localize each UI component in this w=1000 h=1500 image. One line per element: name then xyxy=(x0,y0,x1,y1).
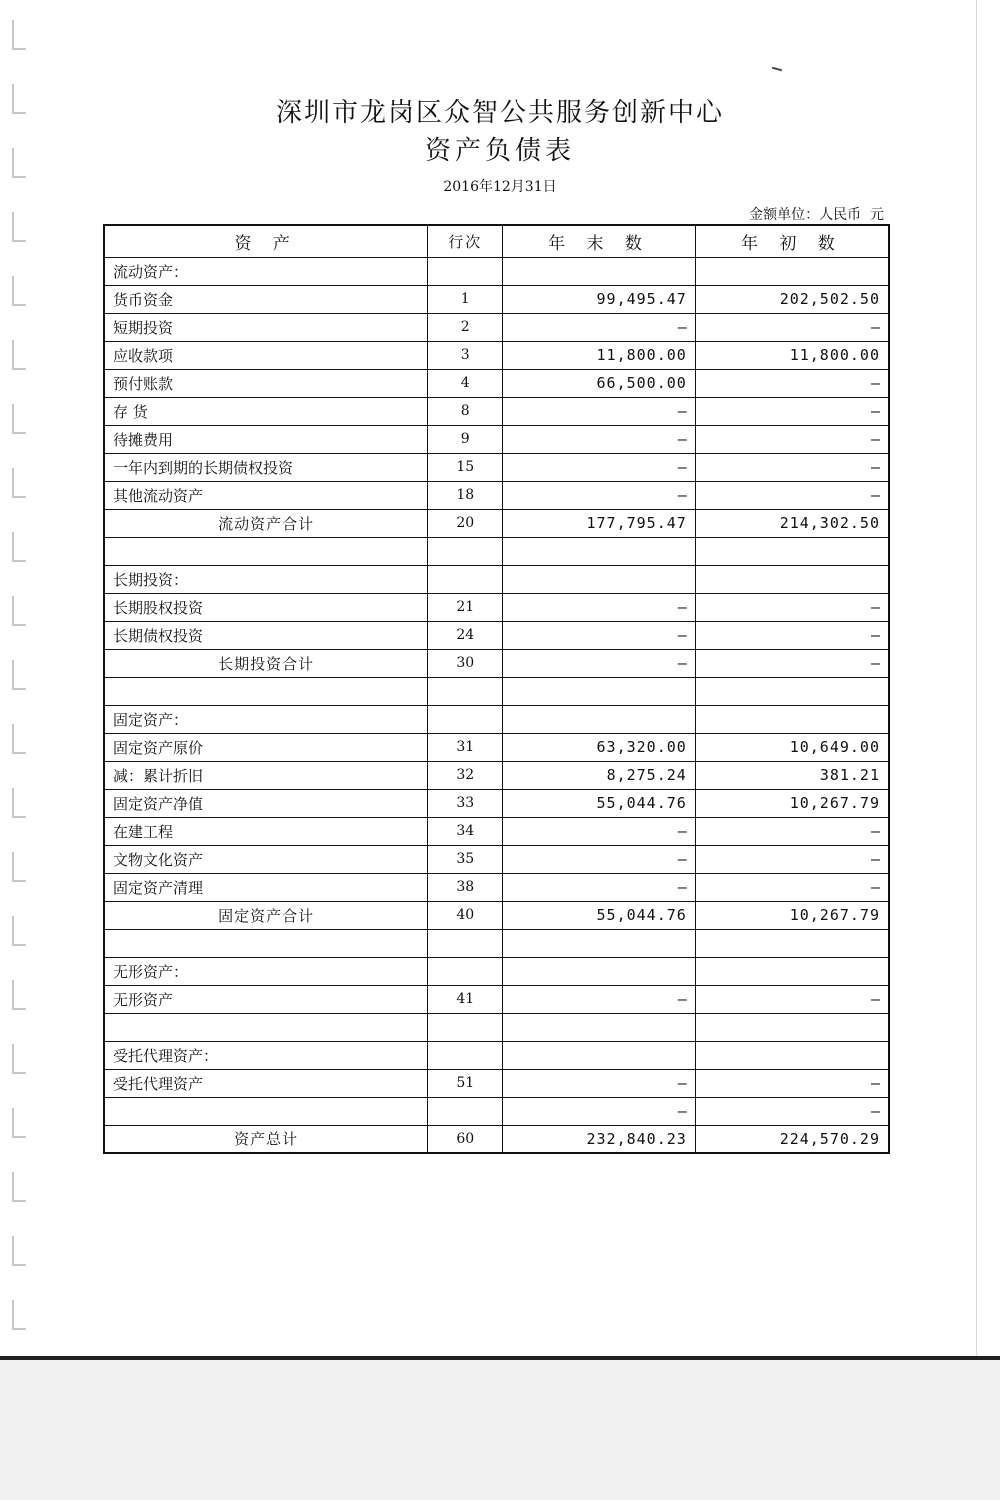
table-body xyxy=(104,257,889,1153)
row-year-begin-value: 381.21 xyxy=(695,761,889,789)
binder-mark xyxy=(12,20,26,50)
row-year-begin-value: 202,502.50 xyxy=(695,285,889,313)
row-label xyxy=(104,537,428,565)
row-line-no: 2 xyxy=(428,313,503,341)
table-row xyxy=(104,761,889,789)
currency-unit: 金额单位：人民币 元 xyxy=(749,207,884,223)
row-year-begin-value: – xyxy=(695,1097,889,1125)
scan-bottom-border xyxy=(0,1356,1000,1360)
row-year-begin-value: – xyxy=(695,817,889,845)
row-year-end-value: – xyxy=(503,453,696,481)
row-year-begin-value: – xyxy=(695,621,889,649)
row-year-begin-value: 10,267.79 xyxy=(695,901,889,929)
row-year-begin-value xyxy=(695,957,889,985)
binder-mark xyxy=(12,788,26,818)
binder-mark xyxy=(12,1300,26,1330)
row-line-no: 1 xyxy=(428,285,503,313)
row-label: 固定资产： xyxy=(104,705,428,733)
row-label: 预付账款 xyxy=(104,369,428,397)
row-year-end-value: 55,044.76 xyxy=(503,901,696,929)
row-year-end-value xyxy=(503,929,696,957)
row-label: 固定资产清理 xyxy=(104,873,428,901)
row-year-end-value: 66,500.00 xyxy=(503,369,696,397)
table-row xyxy=(104,397,889,425)
row-label xyxy=(104,1097,428,1125)
row-year-end-value: – xyxy=(503,1097,696,1125)
row-year-begin-value: – xyxy=(695,985,889,1013)
table-row xyxy=(104,817,889,845)
row-line-no: 60 xyxy=(428,1125,503,1153)
row-label: 其他流动资产 xyxy=(104,481,428,509)
row-year-begin-value xyxy=(695,929,889,957)
row-year-end-value: 63,320.00 xyxy=(503,733,696,761)
row-year-end-value xyxy=(503,1041,696,1069)
row-label: 减：累计折旧 xyxy=(104,761,428,789)
row-year-end-value: 99,495.47 xyxy=(503,285,696,313)
row-year-end-value: 8,275.24 xyxy=(503,761,696,789)
row-year-end-value: – xyxy=(503,817,696,845)
row-label: 货币资金 xyxy=(104,285,428,313)
row-year-end-value: 11,800.00 xyxy=(503,341,696,369)
row-label xyxy=(104,1013,428,1041)
row-year-end-value xyxy=(503,565,696,593)
row-label xyxy=(104,677,428,705)
row-line-no xyxy=(428,677,503,705)
table-row xyxy=(104,985,889,1013)
row-line-no: 41 xyxy=(428,985,503,1013)
row-label: 固定资产原价 xyxy=(104,733,428,761)
table-row xyxy=(104,1097,889,1125)
table-row xyxy=(104,285,889,313)
row-year-begin-value: – xyxy=(695,425,889,453)
row-line-no xyxy=(428,957,503,985)
row-year-end-value: – xyxy=(503,593,696,621)
scan-speck xyxy=(772,67,782,72)
statement-date: 2016年12月31日 xyxy=(443,179,557,195)
row-line-no: 40 xyxy=(428,901,503,929)
binder-mark xyxy=(12,532,26,562)
row-year-end-value xyxy=(503,705,696,733)
binder-mark xyxy=(12,1236,26,1266)
binder-mark xyxy=(12,212,26,242)
table-row xyxy=(104,733,889,761)
row-line-no: 4 xyxy=(428,369,503,397)
row-line-no: 24 xyxy=(428,621,503,649)
binder-mark xyxy=(12,1172,26,1202)
row-year-end-value: 232,840.23 xyxy=(503,1125,696,1153)
row-year-end-value xyxy=(503,957,696,985)
row-year-begin-value: 224,570.29 xyxy=(695,1125,889,1153)
row-line-no: 30 xyxy=(428,649,503,677)
row-year-end-value: – xyxy=(503,985,696,1013)
row-year-begin-value xyxy=(695,1013,889,1041)
row-line-no: 3 xyxy=(428,341,503,369)
row-year-begin-value xyxy=(695,257,889,285)
table-row xyxy=(104,621,889,649)
row-line-no: 15 xyxy=(428,453,503,481)
table-row xyxy=(104,257,889,285)
balance-sheet-table xyxy=(103,224,890,1154)
table-row xyxy=(104,873,889,901)
header-asset: 资 产 xyxy=(104,225,428,257)
row-line-no xyxy=(428,1041,503,1069)
statement-title: 资产负债表 xyxy=(424,136,575,166)
binder-mark xyxy=(12,404,26,434)
binder-mark xyxy=(12,1044,26,1074)
row-line-no: 20 xyxy=(428,509,503,537)
table-row xyxy=(104,929,889,957)
row-label: 文物文化资产 xyxy=(104,845,428,873)
row-year-begin-value: – xyxy=(695,873,889,901)
binder-mark xyxy=(12,852,26,882)
table-row xyxy=(104,649,889,677)
row-line-no xyxy=(428,257,503,285)
row-label: 固定资产净值 xyxy=(104,789,428,817)
table-header-row xyxy=(104,225,889,257)
row-label: 短期投资 xyxy=(104,313,428,341)
binder-mark xyxy=(12,596,26,626)
row-year-end-value xyxy=(503,677,696,705)
table-row xyxy=(104,845,889,873)
table-row xyxy=(104,565,889,593)
row-line-no: 35 xyxy=(428,845,503,873)
table-row xyxy=(104,957,889,985)
row-year-begin-value: – xyxy=(695,397,889,425)
row-line-no: 8 xyxy=(428,397,503,425)
row-year-begin-value: 10,649.00 xyxy=(695,733,889,761)
row-line-no xyxy=(428,565,503,593)
table-row xyxy=(104,369,889,397)
row-line-no: 21 xyxy=(428,593,503,621)
binder-mark xyxy=(12,980,26,1010)
row-year-begin-value: – xyxy=(695,1069,889,1097)
row-year-end-value: 177,795.47 xyxy=(503,509,696,537)
row-line-no xyxy=(428,705,503,733)
row-year-begin-value xyxy=(695,565,889,593)
row-year-begin-value: – xyxy=(695,593,889,621)
row-year-begin-value: – xyxy=(695,453,889,481)
table-row xyxy=(104,705,889,733)
row-year-begin-value: – xyxy=(695,313,889,341)
row-label: 无形资产： xyxy=(104,957,428,985)
table-row xyxy=(104,341,889,369)
row-year-end-value xyxy=(503,537,696,565)
row-line-no: 38 xyxy=(428,873,503,901)
row-label: 一年内到期的长期债权投资 xyxy=(104,453,428,481)
row-line-no xyxy=(428,1013,503,1041)
row-label: 流动资产合计 xyxy=(104,509,428,537)
row-line-no: 51 xyxy=(428,1069,503,1097)
binder-mark xyxy=(12,468,26,498)
organization-title: 深圳市龙岗区众智公共服务创新中心 xyxy=(275,98,724,128)
row-label: 长期投资： xyxy=(104,565,428,593)
binder-mark xyxy=(12,340,26,370)
table-row xyxy=(104,593,889,621)
row-line-no: 34 xyxy=(428,817,503,845)
row-year-end-value: – xyxy=(503,313,696,341)
row-year-end-value: – xyxy=(503,873,696,901)
row-line-no: 9 xyxy=(428,425,503,453)
row-label: 存 货 xyxy=(104,397,428,425)
row-year-begin-value xyxy=(695,677,889,705)
row-year-begin-value xyxy=(695,1041,889,1069)
row-line-no: 32 xyxy=(428,761,503,789)
row-label xyxy=(104,929,428,957)
table-row xyxy=(104,537,889,565)
row-line-no: 31 xyxy=(428,733,503,761)
table-row xyxy=(104,1041,889,1069)
row-year-begin-value: – xyxy=(695,649,889,677)
row-label: 资产总计 xyxy=(104,1125,428,1153)
table-row xyxy=(104,1013,889,1041)
table-row xyxy=(104,1069,889,1097)
row-label: 流动资产： xyxy=(104,257,428,285)
row-label: 受托代理资产 xyxy=(104,1069,428,1097)
binder-mark xyxy=(12,916,26,946)
row-year-end-value: – xyxy=(503,845,696,873)
table-row xyxy=(104,425,889,453)
table-row xyxy=(104,509,889,537)
row-label: 无形资产 xyxy=(104,985,428,1013)
row-year-begin-value: – xyxy=(695,369,889,397)
row-year-begin-value: – xyxy=(695,845,889,873)
row-line-no xyxy=(428,537,503,565)
binder-hole-marks xyxy=(12,20,28,1350)
row-year-begin-value xyxy=(695,537,889,565)
row-year-end-value: – xyxy=(503,649,696,677)
row-line-no xyxy=(428,929,503,957)
row-year-end-value: – xyxy=(503,621,696,649)
row-year-end-value xyxy=(503,257,696,285)
binder-mark xyxy=(12,276,26,306)
row-label: 待摊费用 xyxy=(104,425,428,453)
row-year-begin-value: 11,800.00 xyxy=(695,341,889,369)
table-row xyxy=(104,453,889,481)
binder-mark xyxy=(12,660,26,690)
row-year-end-value xyxy=(503,1013,696,1041)
row-year-end-value: – xyxy=(503,397,696,425)
row-label: 应收款项 xyxy=(104,341,428,369)
page-edge xyxy=(976,0,977,1356)
binder-mark xyxy=(12,724,26,754)
row-year-end-value: 55,044.76 xyxy=(503,789,696,817)
table-row xyxy=(104,1125,889,1153)
row-year-begin-value: 214,302.50 xyxy=(695,509,889,537)
row-line-no: 33 xyxy=(428,789,503,817)
table-row xyxy=(104,677,889,705)
table-row xyxy=(104,789,889,817)
row-year-begin-value: 10,267.79 xyxy=(695,789,889,817)
row-line-no: 18 xyxy=(428,481,503,509)
row-label: 长期投资合计 xyxy=(104,649,428,677)
row-year-begin-value: – xyxy=(695,481,889,509)
table-row xyxy=(104,901,889,929)
row-label: 固定资产合计 xyxy=(104,901,428,929)
row-label: 在建工程 xyxy=(104,817,428,845)
row-year-end-value: – xyxy=(503,481,696,509)
header-year-end: 年 末 数 xyxy=(503,225,696,257)
row-label: 长期股权投资 xyxy=(104,593,428,621)
binder-mark xyxy=(12,1108,26,1138)
row-year-end-value: – xyxy=(503,425,696,453)
header-year-begin: 年 初 数 xyxy=(695,225,889,257)
table-row xyxy=(104,313,889,341)
header-line-no: 行次 xyxy=(428,225,503,257)
row-year-end-value: – xyxy=(503,1069,696,1097)
row-year-begin-value xyxy=(695,705,889,733)
table-row xyxy=(104,481,889,509)
row-line-no xyxy=(428,1097,503,1125)
row-label: 受托代理资产： xyxy=(104,1041,428,1069)
row-label: 长期债权投资 xyxy=(104,621,428,649)
